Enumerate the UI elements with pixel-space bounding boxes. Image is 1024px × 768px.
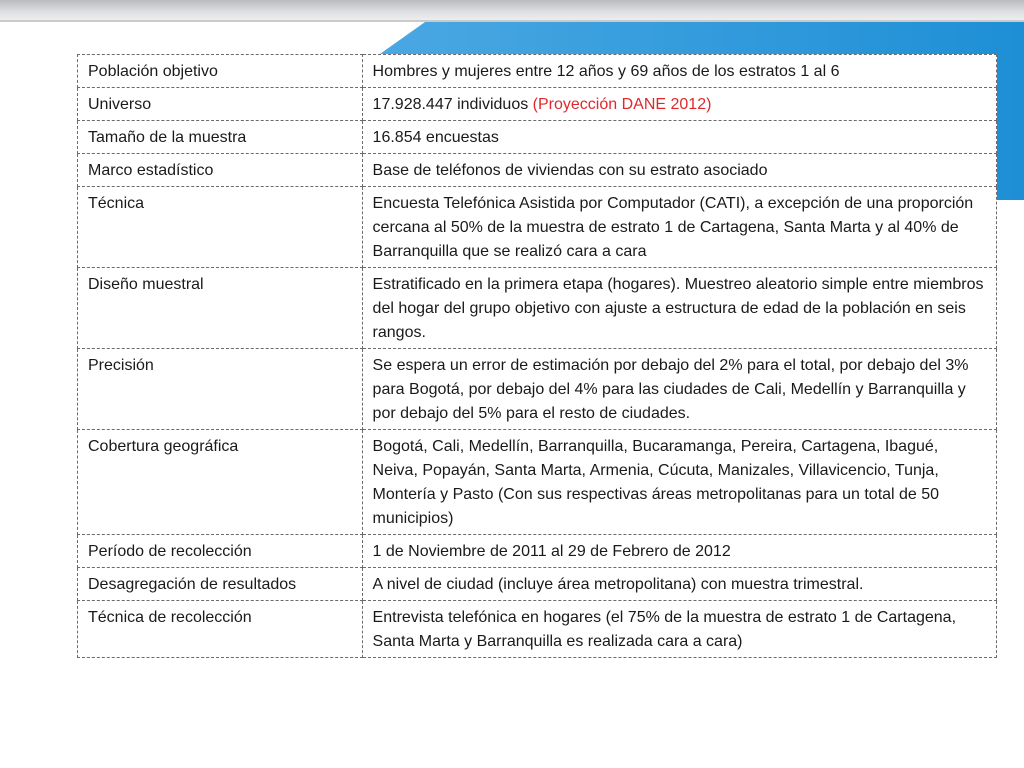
row-value bbox=[362, 88, 996, 121]
row-value: Encuesta Telefónica Asistida por Computador (CATI), a excepción de una proporción cercana al 50% de la muestra de estrato 1 de Cartagena, Santa Marta y al 40% de Barranquilla que se realizó cara a cara bbox=[362, 187, 996, 268]
row-value: Base de teléfonos de viviendas con su estrato asociado bbox=[362, 154, 996, 187]
row-label: Precisión bbox=[78, 349, 363, 430]
row-value: Entrevista telefónica en hogares (el 75% de la muestra de estrato 1 de Cartagena, Santa Marta y Barranquilla es realizada cara a cara) bbox=[362, 601, 996, 658]
table-row bbox=[78, 430, 997, 535]
row-label: Técnica de recolección bbox=[78, 601, 363, 658]
row-label: Tamaño de la muestra bbox=[78, 121, 363, 154]
table-row bbox=[78, 55, 997, 88]
row-value: 1 de Noviembre de 2011 al 29 de Febrero de 2012 bbox=[362, 535, 996, 568]
table-row bbox=[78, 88, 997, 121]
row-label: Cobertura geográfica bbox=[78, 430, 363, 535]
row-label: Técnica bbox=[78, 187, 363, 268]
row-value: 16.854 encuestas bbox=[362, 121, 996, 154]
table-row bbox=[78, 268, 997, 349]
row-value: Estratificado en la primera etapa (hogares). Muestreo aleatorio simple entre miembros del hogar del grupo objetivo con ajuste a estructura de edad de la población en seis rangos. bbox=[362, 268, 996, 349]
row-value: Bogotá, Cali, Medellín, Barranquilla, Bucaramanga, Pereira, Cartagena, Ibagué, Neiva, Popayán, Santa Marta, Armenia, Cúcuta, Manizales, Villavicencio, Tunja, Montería y Pasto (Con sus respectivas áreas metropolitanas para un total de 50 municipios) bbox=[362, 430, 996, 535]
row-label: Desagregación de resultados bbox=[78, 568, 363, 601]
table-row bbox=[78, 154, 997, 187]
table-row bbox=[78, 121, 997, 154]
row-label: Población objetivo bbox=[78, 55, 363, 88]
table-row bbox=[78, 187, 997, 268]
table-row bbox=[78, 349, 997, 430]
row-label: Diseño muestral bbox=[78, 268, 363, 349]
universe-value-text: 17.928.447 individuos bbox=[372, 96, 533, 113]
table-row bbox=[78, 568, 997, 601]
dane-projection-note: (Proyección DANE 2012) bbox=[532, 96, 712, 113]
table-row bbox=[78, 535, 997, 568]
table-row bbox=[78, 601, 997, 658]
row-label: Marco estadístico bbox=[78, 154, 363, 187]
row-label: Período de recolección bbox=[78, 535, 363, 568]
row-value: Se espera un error de estimación por debajo del 2% para el total, por debajo del 3% para Bogotá, por debajo del 4% para las ciudades de Cali, Medellín y Barranquilla y por debajo del 5% para el resto de ciudades. bbox=[362, 349, 996, 430]
row-value: Hombres y mujeres entre 12 años y 69 años de los estratos 1 al 6 bbox=[362, 55, 996, 88]
study-specs-table bbox=[77, 54, 997, 658]
row-label: Universo bbox=[78, 88, 363, 121]
row-value: A nivel de ciudad (incluye área metropolitana) con muestra trimestral. bbox=[362, 568, 996, 601]
